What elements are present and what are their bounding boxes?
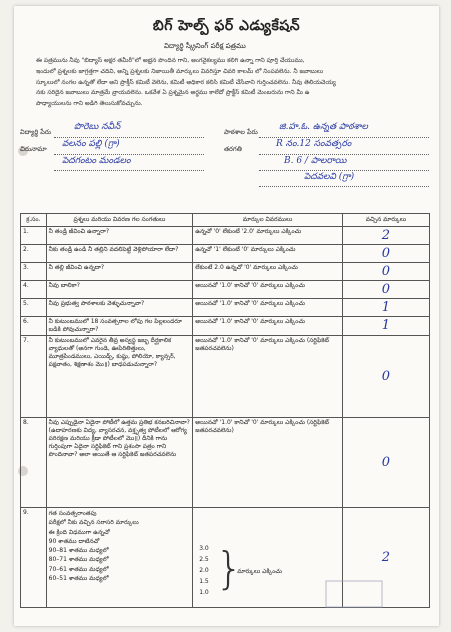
table-row	[21, 263, 430, 281]
address-value-1[interactable]: వలనం పల్లి (గ్రా)	[62, 139, 120, 149]
row-number: 8.	[21, 418, 47, 508]
school-name-value[interactable]: జి.హ.ఓ. ఉన్నత పాఠశాల	[279, 122, 368, 132]
row-mark[interactable]	[342, 317, 429, 336]
table-row	[21, 281, 430, 299]
table-row	[21, 299, 430, 317]
curly-brace-icon: }	[215, 543, 244, 594]
school-address-value-2[interactable]: పెదవలవి (గ్రా)	[304, 172, 355, 182]
row-criteria: ఉన్నచో '1' లేకుంటే '0' మార్కులు ఎక్కించు	[193, 245, 343, 263]
header-question: ప్రశ్నలు మరియు వివరణ గల సంగతులు	[46, 214, 193, 227]
instruction-line: ఇందులో ప్రశ్నలకు జాగ్రత్తగా చదివి, అన్ని ప్రశ్నలకు నిజాయితీ మార్కులు వివరిస్తూ చివరి కాలమ్ లో నింపవలెను. నీ జవాబులు	[36, 67, 324, 75]
row-criteria: అయినచో '1.0' కానిచో '0' మార్కులు ఎక్కించు	[193, 299, 343, 317]
table-header-row	[21, 214, 430, 227]
address-label: చిరునామా	[20, 145, 47, 153]
scale-value: 1.5	[199, 578, 209, 585]
row-mark[interactable]	[342, 245, 429, 263]
scale-value: 3.0	[199, 545, 209, 552]
student-name-label: విద్యార్థి పేరు	[20, 128, 52, 136]
handwritten-mark: 0	[381, 264, 391, 279]
q9-line: 70–61 శాతము మధ్యలో	[48, 565, 109, 573]
row-question: నీవు ఎప్పుడైనా ఏదైనా పోటీలో ఉత్తమ ప్రతిభ కనబరిచినావా? (ఉదాహరణకు విద్య, వ్యాసరచన, వక్తృత్వ పోటీలలో ఆరోగ్య పరిరక్షణ మరియు క్రీడా పోటీలలో మొ॥) దీనికి గాను గుర్తింపుగా ఏదైనా సర్టిఫికెట్ గాని ప్రశంసా పత్రం గాని పొందినావా? అలా అయితే ఆ సర్టిఫికెట్ జతపరచవలెను	[46, 418, 193, 508]
screening-table	[20, 213, 430, 608]
scale-value: 1.0	[199, 589, 209, 596]
scale-value: 2.5	[199, 556, 209, 563]
table-row	[21, 418, 430, 508]
row-criteria: అయినచో '1.0' కానిచో '0' మార్కులు ఎక్కించు	[193, 317, 343, 336]
row-criteria: అయినచో '1.0' కానిచో '0' మార్కులు ఎక్కించు	[193, 281, 343, 299]
student-name-line	[54, 137, 204, 138]
row-question: నీ కుటుంబములో ఎవరైన తీవ్ర అస్వస్థ జబ్బ దీర్ఘకాలిక వ్యాధులతో (అనగా గుండె, ఊపిరితిత్తులు, మూత్రపిండములు, ఎయిడ్స్, కుష్ఠు, పోలియో, క్యాన్సర్, పక్షవాతం, శిక్షణాశం మొ॥) బాధపడుచున్నారా?	[46, 336, 193, 418]
address-line-1	[54, 154, 204, 155]
form-subtitle: విద్యార్థి స్క్రీనింగ్ పరీక్ష పత్రము	[164, 42, 246, 50]
row-mark[interactable]	[342, 418, 429, 508]
student-name-value[interactable]: పొరెబు నవీన్	[74, 122, 121, 132]
row-question: నీ తండ్రి జీవించి ఉన్నారా?	[46, 227, 193, 245]
q9-title: గత సంవత్సరాంతపు	[48, 510, 97, 517]
school-name-label: పాఠశాల పేరు	[224, 128, 258, 136]
scale-value: 2.0	[199, 567, 209, 574]
handwritten-mark: 1	[381, 300, 391, 315]
table-row	[21, 245, 430, 263]
q9-line: 90 శాతము దాటినచో	[48, 537, 100, 545]
class-label: తరగతి	[224, 145, 242, 153]
q9-line: 90–81 శాతము మధ్యలో	[48, 547, 109, 555]
form-title: బిగ్ హెల్ప్ ఫర్ ఎడ్యుకేషన్	[152, 18, 301, 34]
row-criteria: అయినచో '1.0' కానిచో '0' మార్కులు ఎక్కించు (సర్టిఫికెట్ జతపరచవలెను)	[193, 336, 343, 418]
row-criteria: లేకుంటే 2.0 ఉన్నచో '0' మార్కులు ఎక్కించు	[193, 263, 343, 281]
row-number: 5.	[21, 299, 47, 317]
row-criteria	[193, 508, 343, 608]
row-number: 2.	[21, 245, 47, 263]
scale-criteria: మార్కులు ఎక్కించు	[237, 568, 282, 575]
school-address-line-1	[259, 170, 429, 171]
row-mark[interactable]	[342, 263, 429, 281]
row-question: నీవు ప్రభుత్వ పాఠశాలకు వెళ్ళుచున్నావా?	[46, 299, 193, 317]
row-question	[46, 508, 193, 608]
header-marks: వచ్చిన మార్కులు	[342, 214, 429, 227]
table-row	[21, 317, 430, 336]
row-mark[interactable]	[342, 299, 429, 317]
row-criteria: అయినచో '1.0' కానిచో '0' మార్కులు ఎక్కించు (సర్టిఫికెట్ జతపరచవలెను)	[193, 418, 343, 508]
school-name-line	[259, 137, 429, 138]
faded-stamp	[324, 579, 384, 611]
handwritten-mark: 0	[381, 369, 391, 384]
instruction-line: పాధ్యాయులను గాని అడిగి తెలుసుకోవచ్చును.	[36, 100, 143, 108]
instructions-paragraph	[36, 56, 428, 110]
q9-line: 80–71 శాతము మధ్యలో	[48, 556, 109, 564]
handwritten-mark: 1	[381, 318, 391, 333]
instruction-line: స్కూలులో నంగల ఉన్నతో లేదా అని ప్రాక్తీస్ కమిటీ వెలెను, కమిటీ అధికార కలిసి కమిటీ చేసేవాని గుర్తించవలెను. నీవు తెలియచెయ్య	[36, 78, 336, 86]
row-mark[interactable]	[342, 227, 429, 245]
header-criteria: మార్కుల వివరములు	[193, 214, 343, 227]
row-number: 7.	[21, 336, 47, 418]
class-value[interactable]: R నం.12 సంవత్సరం	[276, 139, 352, 149]
row-number: 3.	[21, 263, 47, 281]
row-number: 9.	[21, 508, 47, 608]
q9-line: ఈ క్రింది విధముగా ఉన్నచో	[48, 528, 110, 536]
q9-line: 60–51 శాతము మధ్యలో	[48, 575, 109, 583]
class-line	[259, 154, 429, 155]
school-address-value-1[interactable]: B. 6 / పాలరాయి	[284, 156, 347, 166]
row-number: 1.	[21, 227, 47, 245]
address-line-2	[54, 170, 204, 171]
row-number: 6.	[21, 317, 47, 336]
handwritten-mark: 0	[381, 246, 391, 261]
q9-line: పరీక్షలో నీకు వచ్చిన సరాసరి మార్కులు	[48, 519, 139, 527]
row-question: నీవు బాలికా?	[46, 281, 193, 299]
handwritten-mark: 2	[381, 550, 391, 565]
address-value-2[interactable]: పెదగంటం మండలం	[62, 156, 131, 166]
row-question: నీ కుటుంబములో 18 సంవత్సరాల లోపు గల పిల్లలందరూ బడికి పోవుచున్నారా?	[46, 317, 193, 336]
school-address-line-2	[259, 186, 429, 187]
instruction-line: ఈ పత్రమును నీవు "బిద్యాస్ అక్షర తమీరీ"లో అభ్రన పొందిన గాని, అంగవైకల్యము కలిగి ఉన్నా గాని పూర్తి చేయుము,	[36, 57, 305, 64]
table-row	[21, 227, 430, 245]
instruction-line: నకు సరిదైన జవాబులు మాత్రమే వ్రాయవలెను. ఒకవేళ ఏ ప్రశ్నమైన అర్థము కాలేదో ప్రాక్టీస్ కమిటీ మెంబరును గాని మీ ఉ	[36, 89, 310, 97]
table-row	[21, 336, 430, 418]
row-question: నీకు తండ్రి ఉండి నీ తల్లిని వదలిపెట్టి వెళ్లిపోయారా లేదా?	[46, 245, 193, 263]
header-serial: క్ర.సం.	[21, 214, 47, 227]
row-number: 4.	[21, 281, 47, 299]
handwritten-mark: 0	[381, 455, 391, 470]
form-sheet	[14, 6, 439, 626]
row-question: నీ తల్లి జీవించి ఉన్నదా?	[46, 263, 193, 281]
row-mark[interactable]	[342, 336, 429, 418]
handwritten-mark: 0	[381, 282, 391, 297]
row-criteria: ఉన్నచో '0' లేకుంటే '2.0' మార్కులు ఎక్కించు	[193, 227, 343, 245]
stamp-icon	[324, 579, 384, 609]
row-mark[interactable]	[342, 281, 429, 299]
handwritten-mark: 2	[381, 228, 391, 243]
